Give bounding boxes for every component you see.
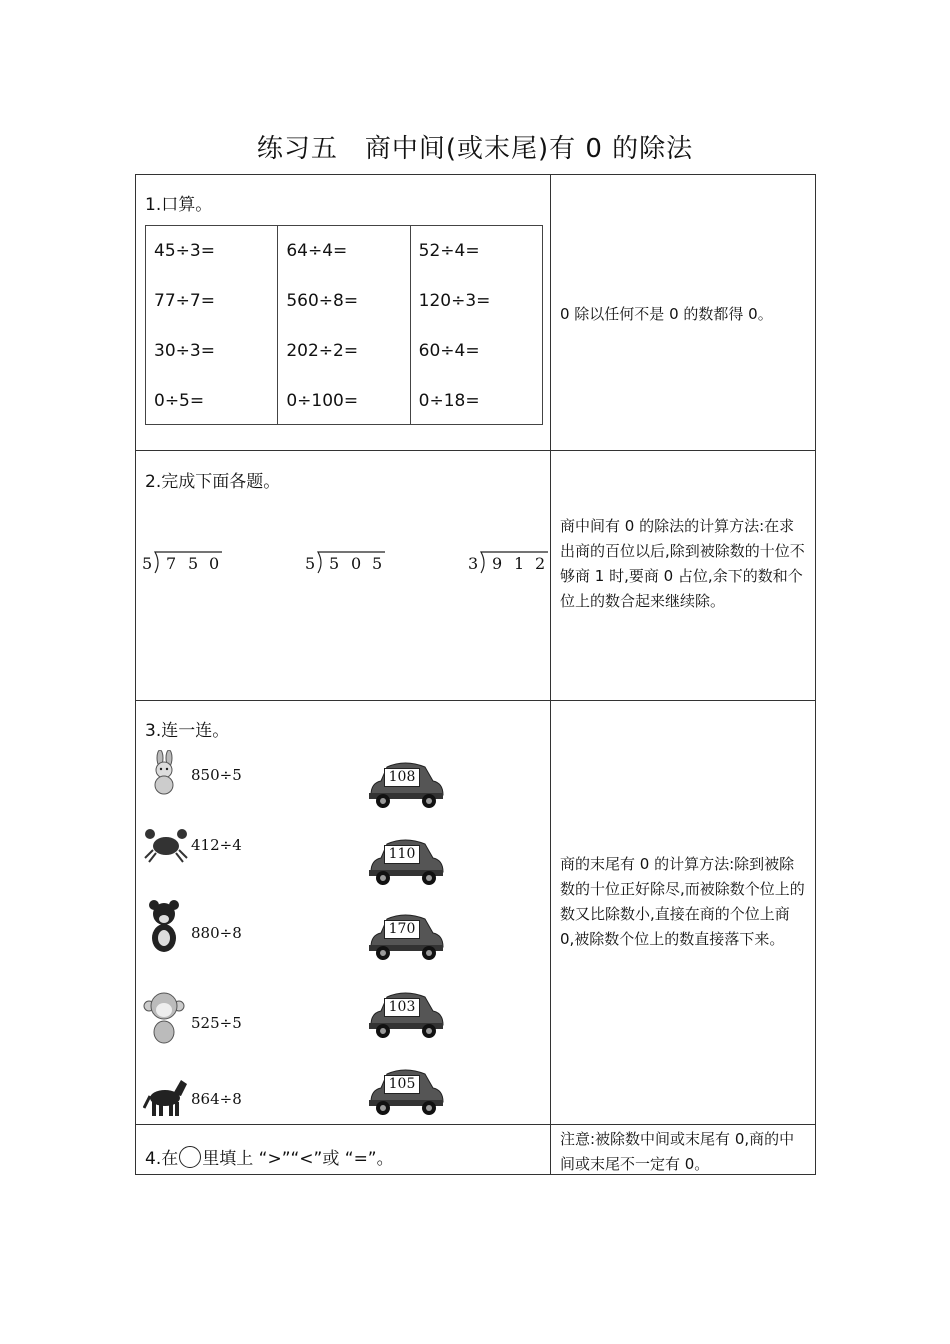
mental-math-column xyxy=(411,226,542,424)
division-expression: 880÷8 xyxy=(191,924,242,942)
column-divider xyxy=(550,174,551,1175)
mental-math-item: 0÷5= xyxy=(154,391,205,411)
match-car-item[interactable] xyxy=(367,989,445,1039)
answer-circle-icon xyxy=(179,1146,201,1168)
bear-icon xyxy=(143,898,189,958)
dividend-digit: 7 xyxy=(166,554,177,573)
q2-note: 商中间有 0 的除法的计算方法:在求出商的百位以后,除到被除数的十位不够商 1 时,要商 0 占位,余下的数和个位上的数合起来继续除。 xyxy=(560,517,805,610)
car-number: 108 xyxy=(384,768,420,787)
match-left-item[interactable] xyxy=(143,990,253,1042)
mental-math-item: 560÷8= xyxy=(286,291,359,311)
rabbit-icon xyxy=(143,750,189,796)
crab-icon xyxy=(143,822,189,868)
match-car-item[interactable] xyxy=(367,911,445,961)
dividend-digit: 0 xyxy=(351,554,362,573)
horse-icon xyxy=(143,1074,189,1120)
long-division-problem xyxy=(305,550,395,576)
mental-math-item: 0÷100= xyxy=(286,391,359,411)
division-expression: 525÷5 xyxy=(191,1014,242,1032)
divisor: 5 xyxy=(305,554,316,573)
match-car-item[interactable] xyxy=(367,836,445,886)
dividend-digit: 0 xyxy=(209,554,220,573)
q3-heading: 3.连一连。 xyxy=(145,721,230,741)
division-expression: 864÷8 xyxy=(191,1090,242,1108)
divisor: 3 xyxy=(468,554,479,573)
match-left-item[interactable] xyxy=(143,1074,253,1126)
car-number: 110 xyxy=(384,845,420,864)
mental-math-grid xyxy=(145,225,543,425)
long-division-problem xyxy=(468,550,558,576)
q1-heading: 1.口算。 xyxy=(145,195,213,215)
match-car-item[interactable] xyxy=(367,759,445,809)
match-car-item[interactable] xyxy=(367,1066,445,1116)
car-number: 170 xyxy=(384,920,420,939)
dividend-digit: 5 xyxy=(372,554,383,573)
long-division-problem xyxy=(142,550,232,576)
mental-math-item: 52÷4= xyxy=(418,241,480,261)
monkey-icon xyxy=(143,990,189,1046)
page-title: 练习五 商中间(或末尾)有 0 的除法 xyxy=(256,134,694,164)
q4-heading xyxy=(145,1144,394,1169)
row-divider xyxy=(135,450,816,451)
mental-math-item: 64÷4= xyxy=(286,241,348,261)
dividend-digit: 5 xyxy=(188,554,199,573)
q1-note: 0 除以任何不是 0 的数都得 0。 xyxy=(560,305,773,323)
q3-note: 商的末尾有 0 的计算方法:除到被除数的十位正好除尽,而被除数个位上的数又比除数小,直接在商的个位上商 0,被除数个位上的数直接落下来。 xyxy=(560,855,805,948)
mental-math-item: 120÷3= xyxy=(418,291,491,311)
row-divider xyxy=(135,700,816,701)
q4-heading-start: 4.在 xyxy=(145,1149,179,1169)
q4-heading-end: 里填上 “>”“<”或 “=”。 xyxy=(202,1149,394,1169)
mental-math-item: 30÷3= xyxy=(154,341,215,361)
mental-math-column xyxy=(146,226,278,424)
mental-math-column xyxy=(278,226,410,424)
mental-math-item: 45÷3= xyxy=(154,241,215,261)
mental-math-item: 0÷18= xyxy=(418,391,480,411)
division-expression: 850÷5 xyxy=(191,766,242,784)
match-left-item[interactable] xyxy=(143,750,253,802)
match-left-item[interactable] xyxy=(143,822,253,874)
dividend-digit: 1 xyxy=(514,554,525,573)
car-number: 103 xyxy=(384,998,420,1017)
division-expression: 412÷4 xyxy=(191,836,242,854)
mental-math-item: 60÷4= xyxy=(418,341,480,361)
car-number: 105 xyxy=(384,1075,420,1094)
mental-math-item: 202÷2= xyxy=(286,341,359,361)
dividend-digit: 5 xyxy=(329,554,340,573)
q4-note: 注意:被除数中间或末尾有 0,商的中间或末尾不一定有 0。 xyxy=(560,1130,795,1173)
q2-heading: 2.完成下面各题。 xyxy=(145,472,281,492)
dividend-digit: 2 xyxy=(535,554,546,573)
match-left-item[interactable] xyxy=(143,898,253,950)
dividend-digit: 9 xyxy=(492,554,503,573)
divisor: 5 xyxy=(142,554,153,573)
mental-math-item: 77÷7= xyxy=(154,291,215,311)
